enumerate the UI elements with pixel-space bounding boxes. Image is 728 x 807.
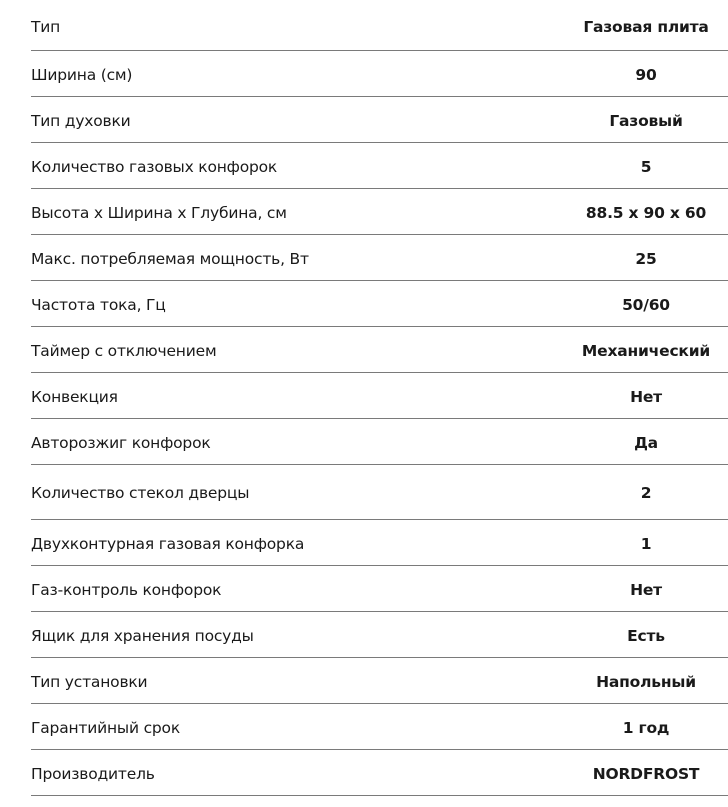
spec-row-gas-control [31, 566, 728, 612]
spec-row-auto-ignition [31, 419, 728, 465]
spec-row-warranty [31, 704, 728, 750]
spec-row-storage-drawer [31, 612, 728, 658]
spec-row-dual-circuit-burner [31, 520, 728, 566]
spec-row-burner-count [31, 143, 728, 189]
spec-value: 2 [640, 484, 652, 502]
spec-label: Тип установки [31, 672, 148, 691]
spec-label: Макс. потребляемая мощность, Вт [31, 249, 309, 268]
spec-value: 1 год [622, 718, 670, 737]
spec-row-type [31, 5, 728, 51]
spec-label: Ширина (см) [31, 65, 133, 84]
spec-label: Двухконтурная газовая конфорка [31, 534, 305, 553]
spec-value: Газовая плита [583, 17, 709, 36]
spec-label: Конвекция [31, 387, 118, 406]
spec-row-manufacturer [31, 750, 728, 796]
spec-value: Да [634, 433, 658, 452]
spec-value: Газовый [609, 111, 683, 130]
spec-row-oven-type [31, 97, 728, 143]
spec-value: Нет [630, 387, 662, 406]
spec-row-dimensions [31, 189, 728, 235]
spec-label: Количество стекол дверцы [31, 484, 250, 502]
spec-value: Напольный [596, 672, 696, 691]
spec-value: 25 [635, 249, 657, 268]
spec-row-convection [31, 373, 728, 419]
spec-label: Тип [31, 17, 61, 36]
spec-value: 1 [640, 534, 652, 553]
spec-value: 90 [635, 65, 657, 84]
spec-label: Производитель [31, 764, 155, 783]
spec-label: Тип духовки [31, 111, 131, 130]
spec-value: 50/60 [622, 295, 670, 314]
spec-row-timer [31, 327, 728, 373]
spec-label: Гарантийный срок [31, 718, 180, 737]
spec-label: Газ-контроль конфорок [31, 580, 222, 599]
spec-row-max-power [31, 235, 728, 281]
specifications-table [31, 5, 728, 796]
spec-label: Ящик для хранения посуды [31, 626, 254, 645]
spec-label: Частота тока, Гц [31, 295, 166, 314]
spec-value: Есть [627, 626, 665, 645]
spec-row-door-glass [31, 465, 728, 520]
spec-value: 88.5 x 90 x 60 [585, 203, 707, 222]
spec-label: Таймер с отключением [31, 341, 217, 360]
spec-row-frequency [31, 281, 728, 327]
spec-value: 5 [640, 157, 652, 176]
spec-label: Количество газовых конфорок [31, 157, 278, 176]
spec-label: Авторозжиг конфорок [31, 433, 211, 452]
spec-label: Высота x Ширина x Глубина, см [31, 203, 287, 222]
spec-row-installation-type [31, 658, 728, 704]
spec-value: Нет [630, 580, 662, 599]
spec-row-width [31, 51, 728, 97]
spec-value: Механический [581, 341, 711, 360]
spec-value: NORDFROST [592, 764, 700, 783]
